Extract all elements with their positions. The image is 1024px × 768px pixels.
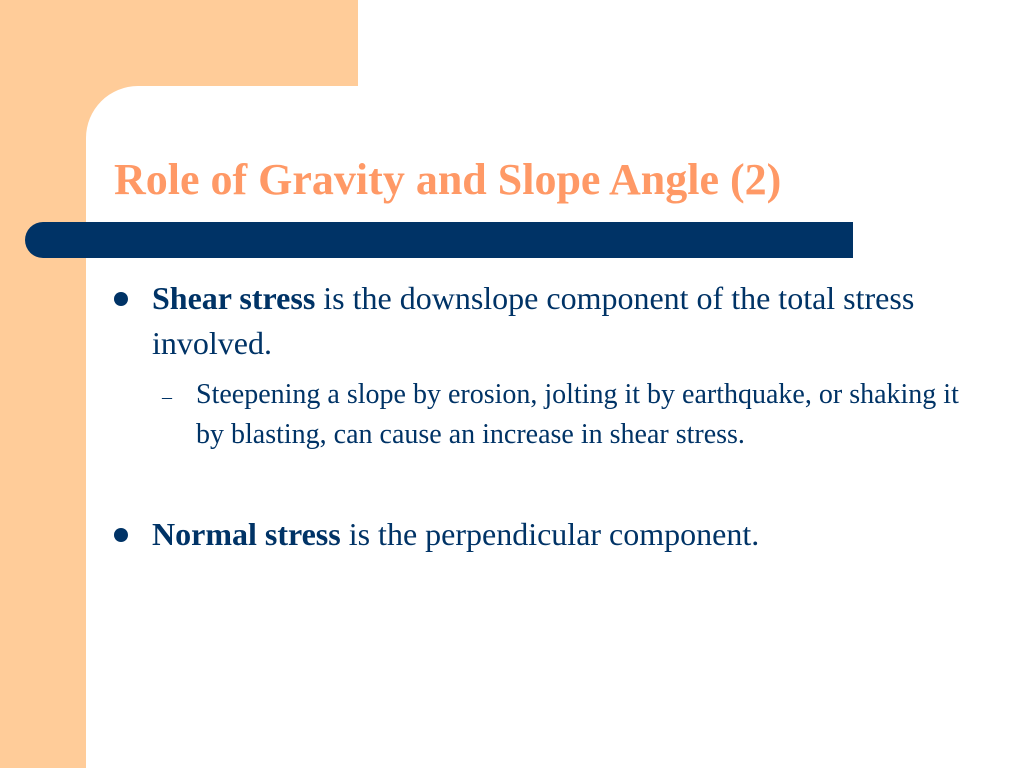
bullet-item-shear-stress xyxy=(152,276,952,366)
bullet-text: is the perpendicular component. xyxy=(340,516,760,552)
bullet-item-normal-stress xyxy=(152,512,952,557)
bullet-term: Shear stress xyxy=(152,280,316,316)
bullet-dot-icon xyxy=(114,528,128,542)
slide-title: Role of Gravity and Slope Angle (2) xyxy=(114,155,782,204)
bullet-text: is the downslope component of the total stress involved. xyxy=(152,280,915,361)
title-divider-bar xyxy=(25,222,853,258)
sub-bullet-text: Steepening a slope by erosion, jolting it by earthquake, or shaking it by blasting, can cause an increase in shear stress. xyxy=(196,379,959,450)
bullet-term: Normal stress xyxy=(152,516,341,552)
bullet-dot-icon xyxy=(114,292,128,306)
sub-bullet-dash-icon: – xyxy=(162,386,172,408)
